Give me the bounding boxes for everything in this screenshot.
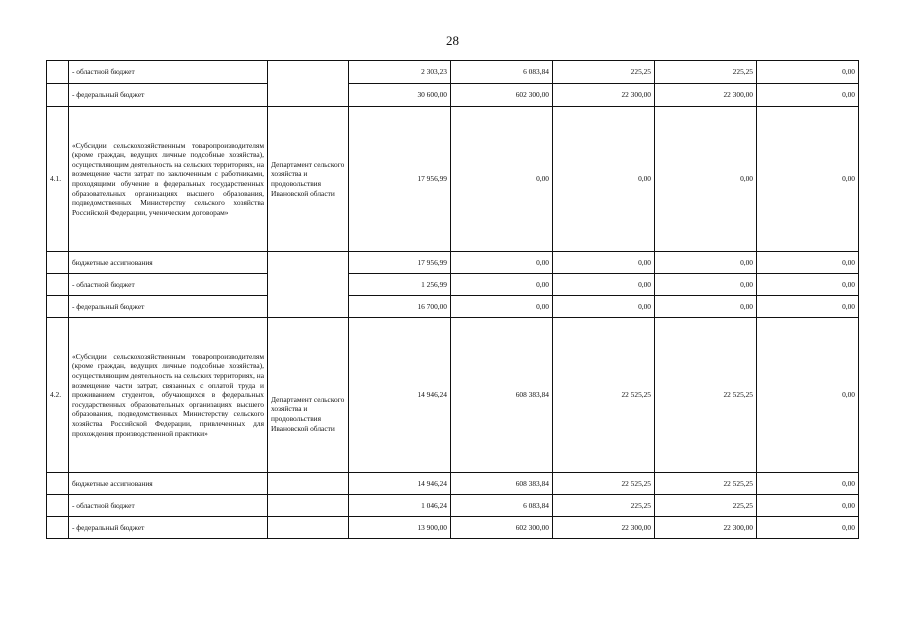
value-cell: 0,00 — [757, 107, 859, 252]
value-cell: 1 046,24 — [349, 495, 451, 517]
table-row — [47, 495, 859, 517]
row-label: - федеральный бюджет — [69, 517, 268, 539]
value-cell: 0,00 — [451, 252, 553, 274]
table-row — [47, 318, 859, 473]
department-cell — [268, 517, 349, 539]
item-description: «Субсидии сельскохозяйственным товаропроизводителям (кроме граждан, ведущих личные подсобные хозяйства), осуществляющим деятельность на сельских территориях, на возмещение части затрат, связанных с оплатой труда и проживанием студентов, обучающихся в федеральных государственных образовательных организациях высшего образования, подведомственных Министерству сельского хозяйства Российской Федерации, привлеченных для прохождения производственной практики» — [69, 318, 268, 473]
code-cell — [47, 517, 69, 539]
value-cell: 0,00 — [451, 274, 553, 296]
table-row — [47, 61, 859, 84]
value-cell: 22 300,00 — [655, 84, 757, 107]
code-cell — [47, 274, 69, 296]
budget-table — [46, 60, 859, 539]
value-cell: 0,00 — [553, 296, 655, 318]
department-cell: Департамент сельского хозяйства и продовольствия Ивановской области — [268, 107, 349, 252]
value-cell: 17 956,99 — [349, 107, 451, 252]
code-cell — [47, 84, 69, 107]
department-cell — [268, 61, 349, 107]
value-cell: 0,00 — [757, 61, 859, 84]
row-label: - областной бюджет — [69, 61, 268, 84]
value-cell: 2 303,23 — [349, 61, 451, 84]
code-cell — [47, 252, 69, 274]
value-cell: 22 525,25 — [553, 473, 655, 495]
value-cell: 22 525,25 — [655, 318, 757, 473]
value-cell: 0,00 — [757, 274, 859, 296]
department-cell — [268, 473, 349, 495]
row-label: бюджетные ассигнования — [69, 252, 268, 274]
value-cell: 0,00 — [655, 274, 757, 296]
value-cell: 14 946,24 — [349, 473, 451, 495]
value-cell: 0,00 — [553, 107, 655, 252]
value-cell: 1 256,99 — [349, 274, 451, 296]
value-cell: 22 300,00 — [553, 84, 655, 107]
value-cell: 0,00 — [757, 495, 859, 517]
value-cell: 30 600,00 — [349, 84, 451, 107]
value-cell: 225,25 — [553, 495, 655, 517]
row-label: - областной бюджет — [69, 274, 268, 296]
row-label: - федеральный бюджет — [69, 84, 268, 107]
value-cell: 22 300,00 — [553, 517, 655, 539]
value-cell: 0,00 — [655, 252, 757, 274]
value-cell: 16 700,00 — [349, 296, 451, 318]
item-code: 4.2. — [47, 318, 69, 473]
code-cell — [47, 473, 69, 495]
row-label: - областной бюджет — [69, 495, 268, 517]
value-cell: 6 083,84 — [451, 495, 553, 517]
value-cell: 0,00 — [757, 517, 859, 539]
value-cell: 225,25 — [655, 495, 757, 517]
item-code: 4.1. — [47, 107, 69, 252]
value-cell: 608 383,84 — [451, 318, 553, 473]
table-row — [47, 473, 859, 495]
value-cell: 22 525,25 — [655, 473, 757, 495]
table-row — [47, 296, 859, 318]
code-cell — [47, 296, 69, 318]
table-row — [47, 274, 859, 296]
value-cell: 0,00 — [553, 252, 655, 274]
value-cell: 0,00 — [553, 274, 655, 296]
code-cell — [47, 61, 69, 84]
table-row — [47, 252, 859, 274]
value-cell: 225,25 — [655, 61, 757, 84]
value-cell: 0,00 — [451, 107, 553, 252]
table-row — [47, 517, 859, 539]
value-cell: 0,00 — [757, 84, 859, 107]
value-cell: 22 300,00 — [655, 517, 757, 539]
row-label: - федеральный бюджет — [69, 296, 268, 318]
value-cell: 0,00 — [757, 296, 859, 318]
code-cell — [47, 495, 69, 517]
department-cell — [268, 252, 349, 318]
value-cell: 14 946,24 — [349, 318, 451, 473]
table-row — [47, 107, 859, 252]
value-cell: 22 525,25 — [553, 318, 655, 473]
value-cell: 0,00 — [655, 296, 757, 318]
value-cell: 0,00 — [757, 318, 859, 473]
department-cell: Департамент сельского хозяйства и продовольствия Ивановской области — [268, 318, 349, 473]
row-label: бюджетные ассигнования — [69, 473, 268, 495]
value-cell: 0,00 — [655, 107, 757, 252]
value-cell: 0,00 — [757, 473, 859, 495]
value-cell: 602 300,00 — [451, 517, 553, 539]
value-cell: 602 300,00 — [451, 84, 553, 107]
department-cell — [268, 495, 349, 517]
item-description: «Субсидии сельскохозяйственным товаропроизводителям (кроме граждан, ведущих личные подсобные хозяйства), осуществляющим деятельность на сельских территориях, на возмещение части затрат по заключенным с работниками, проходящими обучение в федеральных государственных образовательных организациях высшего образования, подведомственных Министерству сельского хозяйства Российской Федерации, ученическим договорам» — [69, 107, 268, 252]
value-cell: 225,25 — [553, 61, 655, 84]
value-cell: 13 900,00 — [349, 517, 451, 539]
value-cell: 608 383,84 — [451, 473, 553, 495]
value-cell: 6 083,84 — [451, 61, 553, 84]
table-row — [47, 84, 859, 107]
value-cell: 17 956,99 — [349, 252, 451, 274]
page-number: 28 — [446, 33, 459, 48]
value-cell: 0,00 — [757, 252, 859, 274]
value-cell: 0,00 — [451, 296, 553, 318]
